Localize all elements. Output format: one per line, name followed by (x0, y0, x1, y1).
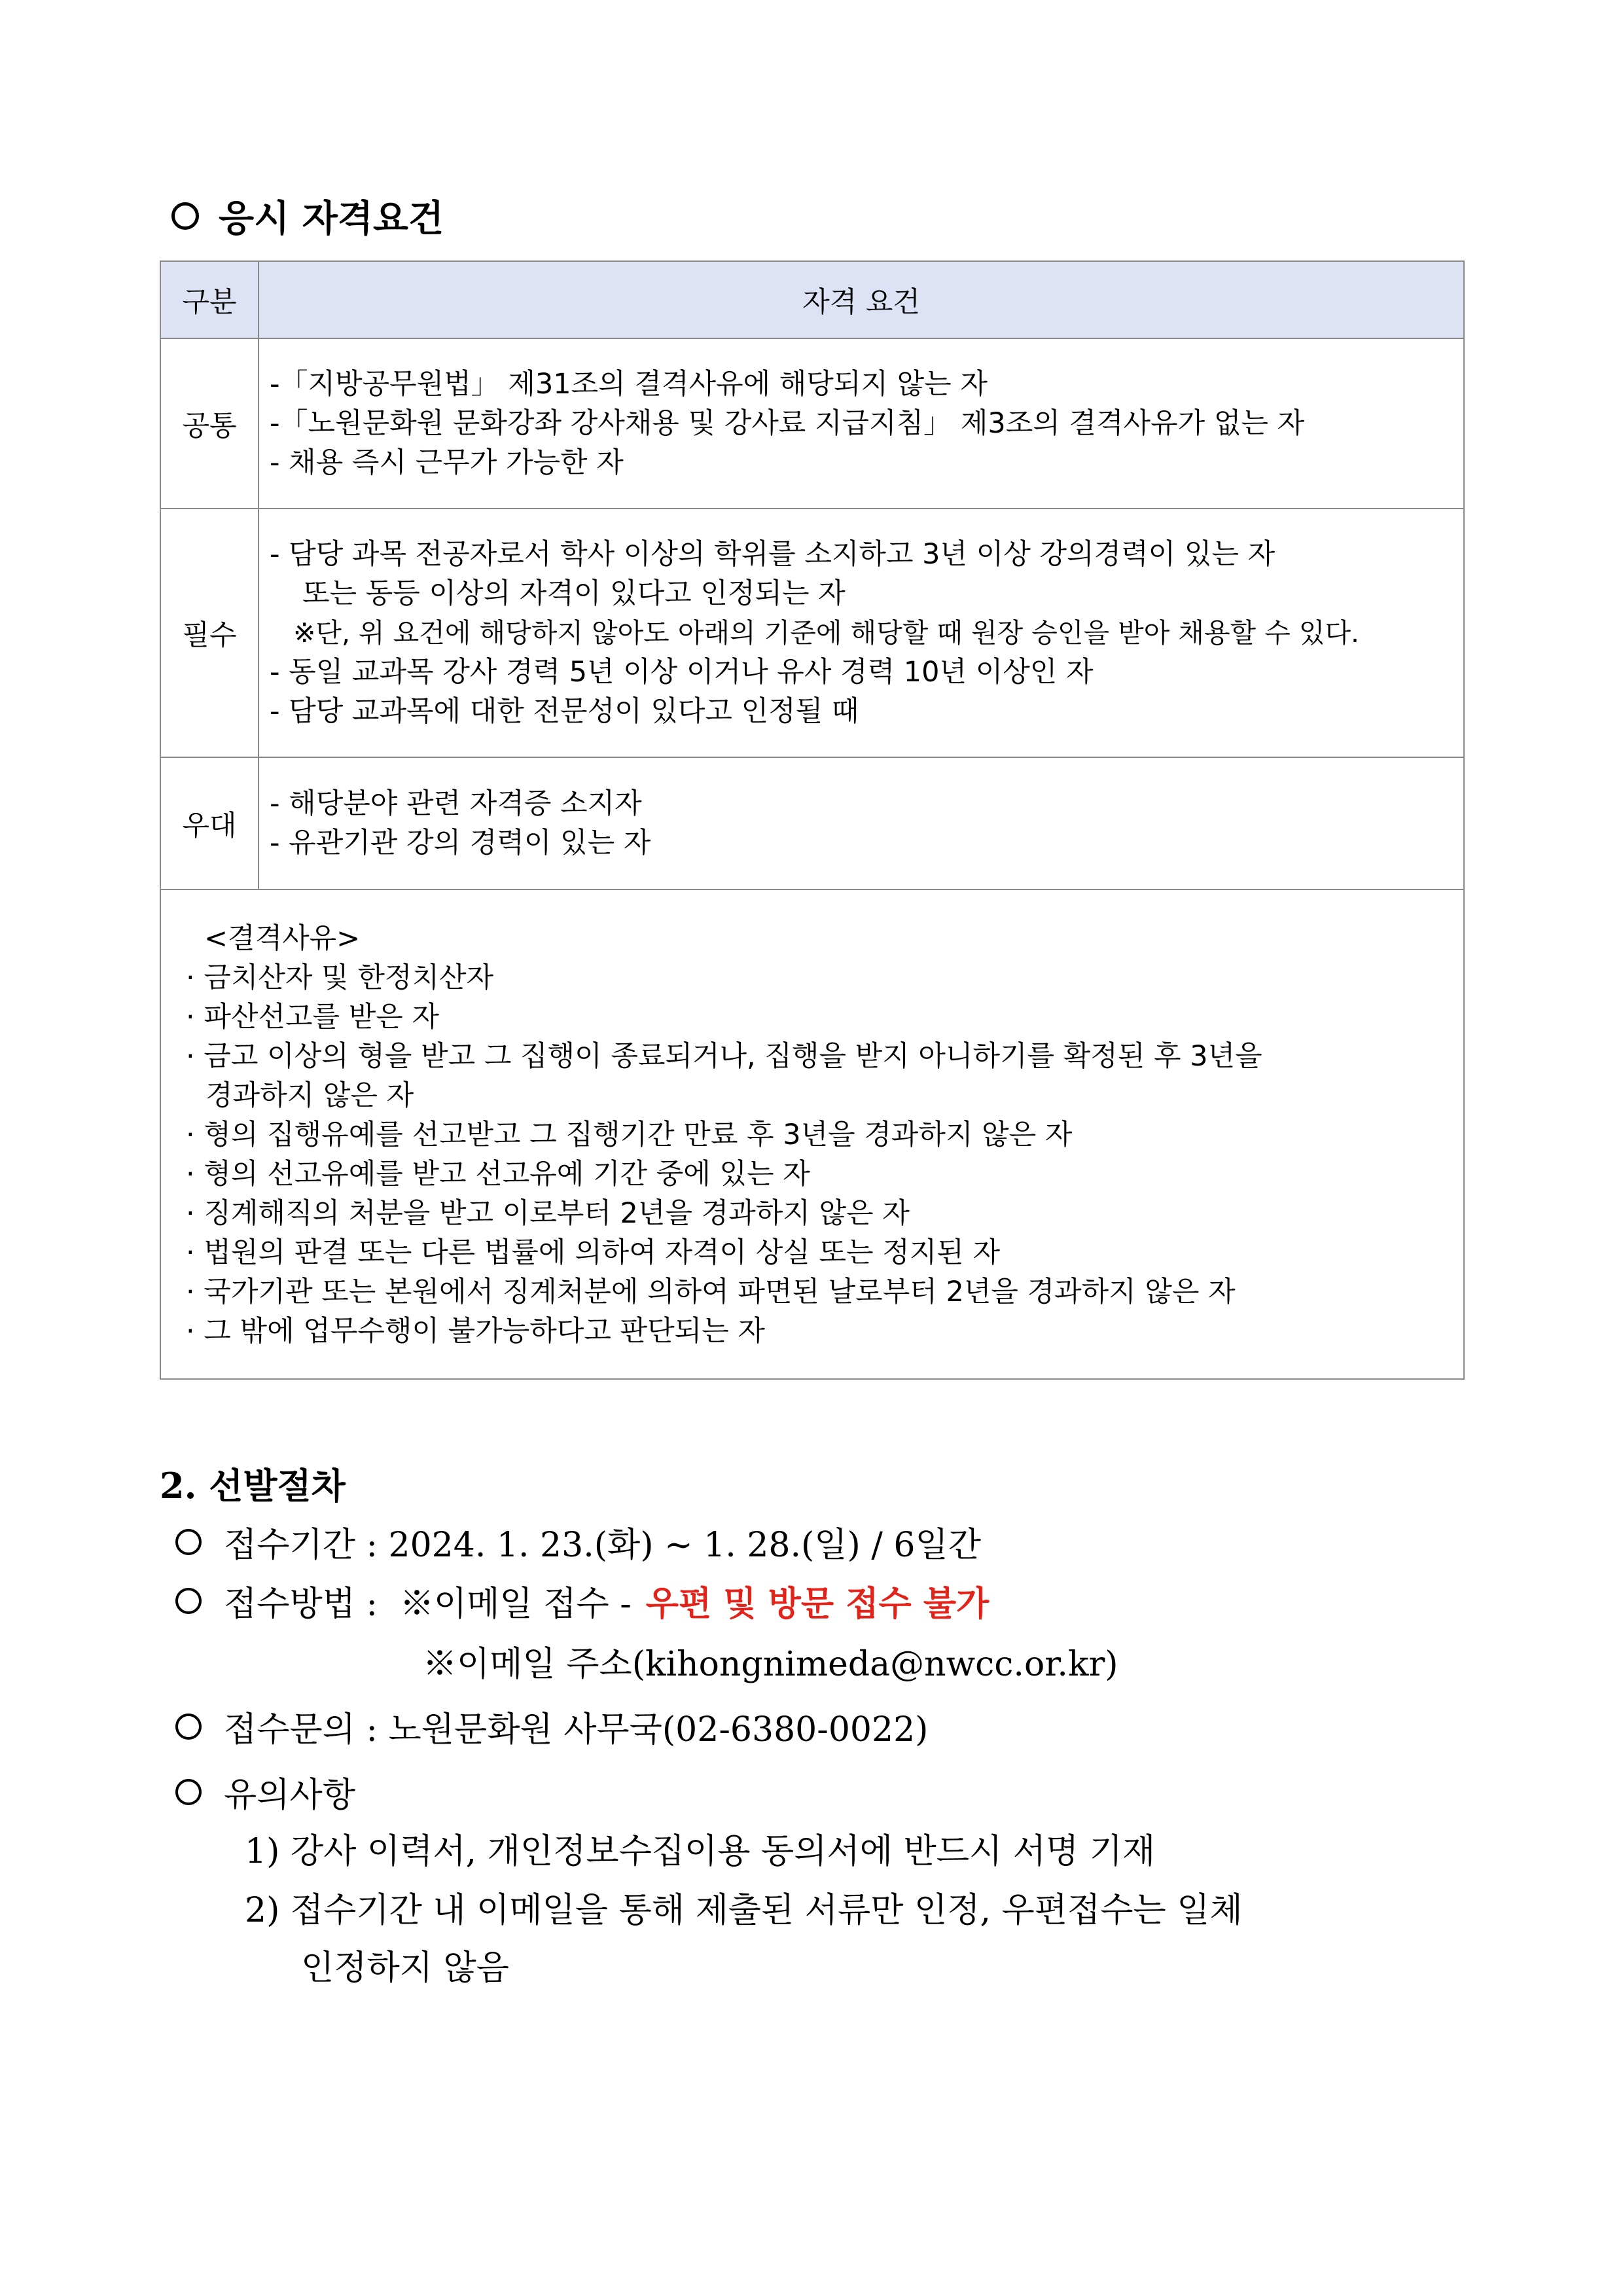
circle-bullet-icon (175, 1529, 202, 1555)
disqualification-item: · 파산선고를 받은 자 (186, 1001, 439, 1033)
selection-notes (175, 1767, 355, 1816)
category-required: 필수 (160, 509, 259, 757)
disqualification-item: · 법원의 판결 또는 다른 법률에 의하여 자격이 상실 또는 정지된 자 (186, 1236, 1001, 1269)
table-row-required (160, 509, 1464, 757)
disqualification-heading: <결격사유> (204, 922, 361, 955)
requirements-preferred (259, 757, 1464, 889)
header-requirements: 자격 요건 (259, 261, 1464, 338)
selection-method (175, 1576, 989, 1625)
qualifications-heading (171, 190, 444, 242)
requirement-line: -「지방공무원법」 제31조의 결격사유에 해당되지 않는 자 (270, 368, 988, 401)
method-label: 접수방법 : (224, 1585, 378, 1624)
disqualification-item: · 형의 집행유예를 선고받고 그 집행기간 만료 후 3년을 경과하지 않은 자 (186, 1119, 1073, 1151)
requirement-line: - 해당분야 관련 자격증 소지자 (270, 787, 642, 820)
table-row-disqualification (160, 889, 1464, 1379)
requirement-note: ※단, 위 요건에 해당하지 않아도 아래의 기준에 해당할 때 원장 승인을 받아 채용할 수 있다. (293, 617, 1360, 649)
table-header-row (160, 261, 1464, 338)
method-email: ※이메일 접수 - (399, 1585, 632, 1624)
disqualification-item: · 국가기관 또는 본원에서 징계처분에 의하여 파면된 날로부터 2년을 경과하지 않은 자 (186, 1276, 1236, 1308)
disqualification-item: · 형의 선고유예를 받고 선고유예 기간 중에 있는 자 (186, 1158, 810, 1191)
category-common: 공통 (160, 338, 259, 509)
method-warning: 우편 및 방문 접수 불가 (645, 1584, 990, 1624)
disqualification-item: · 그 밖에 업무수행이 불가능하다고 판단되는 자 (186, 1315, 765, 1348)
requirement-line: - 동일 교과목 강사 경력 5년 이상 이거나 유사 경력 10년 이상인 자 (270, 656, 1094, 689)
qualifications-table (160, 260, 1465, 1380)
inquiry-text: 접수문의 : 노원문화원 사무국(02-6380-0022) (224, 1710, 929, 1749)
method-address: ※이메일 주소(kihongnimeda@nwcc.or.kr) (423, 1645, 1118, 1684)
header-category: 구분 (160, 261, 259, 338)
note-item: 2) 접수기간 내 이메일을 통해 제출된 서류만 인정, 우편접수는 일체 (245, 1891, 1243, 1930)
requirement-line: -「노원문화원 문화강좌 강사채용 및 강사료 지급지침」 제3조의 결격사유가 없는 자 (270, 407, 1305, 440)
qualifications-title: 응시 자격요건 (219, 197, 444, 240)
note-item: 1) 강사 이력서, 개인정보수집이용 동의서에 반드시 서명 기재 (245, 1832, 1156, 1871)
circle-bullet-icon (175, 1588, 202, 1614)
circle-bullet-icon (175, 1713, 202, 1740)
table-row-preferred (160, 757, 1464, 889)
circle-bullet-icon (175, 1779, 202, 1805)
requirement-line: - 유관기관 강의 경력이 있는 자 (270, 827, 651, 859)
disqualification-item: · 징계해직의 처분을 받고 이로부터 2년을 경과하지 않은 자 (186, 1197, 910, 1230)
disqualification-cell (160, 889, 1464, 1379)
note-item-cont: 인정하지 않음 (301, 1948, 509, 1988)
disqualification-item-cont: 경과하지 않은 자 (205, 1079, 414, 1112)
selection-inquiry (175, 1702, 928, 1751)
period-text: 접수기간 : 2024. 1. 23.(화) ~ 1. 28.(일) / 6일간 (224, 1526, 981, 1565)
notes-title: 유의사항 (224, 1776, 355, 1815)
requirement-line: 또는 동등 이상의 자격이 있다고 인정되는 자 (302, 577, 846, 610)
selection-title: 2. 선발절차 (160, 1465, 346, 1507)
requirement-line: - 담당 과목 전공자로서 학사 이상의 학위를 소지하고 3년 이상 강의경력이 있는 자 (270, 538, 1275, 571)
table-row-common (160, 338, 1464, 509)
circle-bullet-icon (171, 202, 199, 230)
requirements-required (259, 509, 1464, 757)
disqualification-item: · 금고 이상의 형을 받고 그 집행이 종료되거나, 집행을 받지 아니하기를 확정된 후 3년을 (186, 1040, 1262, 1073)
disqualification-item: · 금치산자 및 한정치산자 (186, 961, 494, 994)
requirements-common (259, 338, 1464, 509)
category-preferred: 우대 (160, 757, 259, 889)
requirement-line: - 채용 즉시 근무가 가능한 자 (270, 446, 624, 479)
requirement-line: - 담당 교과목에 대한 전문성이 있다고 인정될 때 (270, 695, 859, 728)
selection-period (175, 1517, 981, 1566)
